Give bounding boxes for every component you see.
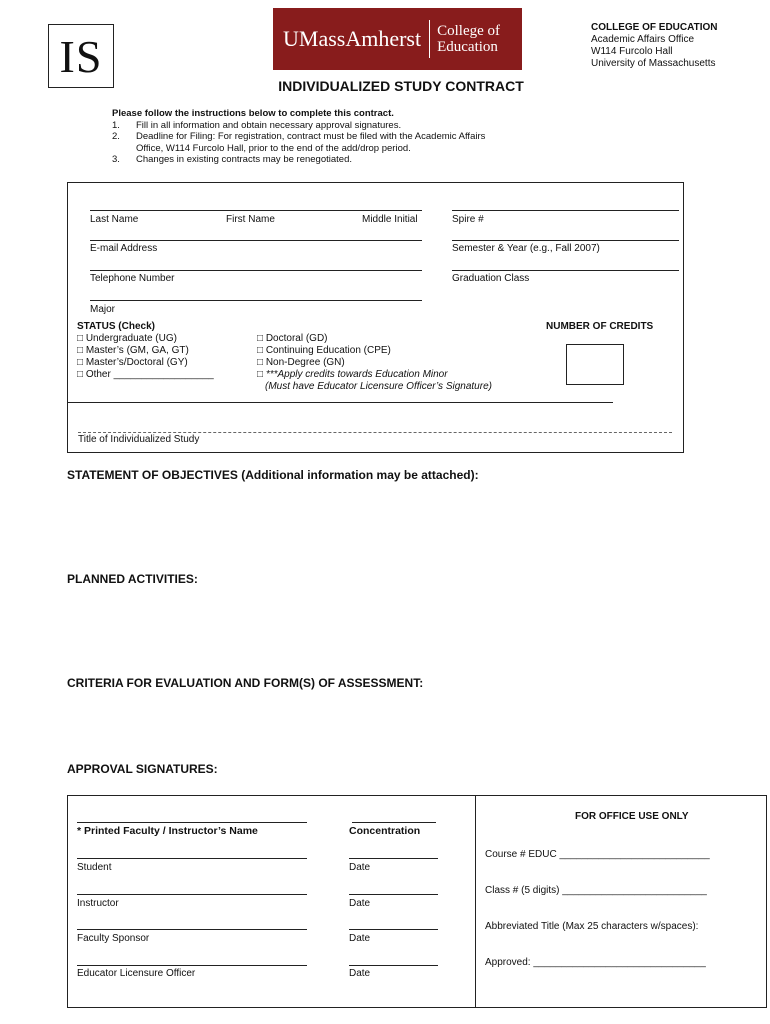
student-date-label: Date — [349, 862, 371, 873]
instruction-item — [112, 131, 485, 143]
is-mark: IS — [48, 24, 114, 88]
status-option-continuing-education[interactable]: □ Continuing Education (CPE) — [257, 345, 391, 356]
address-heading: COLLEGE OF EDUCATION — [591, 22, 718, 33]
instruction-num: 1. — [112, 119, 120, 131]
spire-field-line[interactable] — [452, 210, 679, 211]
college-address — [591, 22, 717, 70]
status-option-non-degree[interactable]: □ Non-Degree (GN) — [257, 357, 345, 368]
credits-input-box[interactable] — [566, 344, 624, 385]
licensure-signature-line[interactable] — [77, 965, 307, 966]
status-option-undergraduate[interactable]: □ Undergraduate (UG) — [77, 333, 177, 344]
abbreviated-title-label: Abbreviated Title (Max 25 characters w/spaces): — [485, 921, 699, 932]
course-number-field[interactable]: Course # EDUC ___________________________ — [485, 849, 710, 860]
graduation-label: Graduation Class — [452, 273, 530, 284]
criteria-heading: CRITERIA FOR EVALUATION AND FORM(S) OF ASSESSMENT: — [67, 676, 424, 690]
address-line3: University of Massachusetts — [591, 58, 716, 69]
major-label: Major — [90, 304, 116, 315]
status-option-doctoral[interactable]: □ Doctoral (GD) — [257, 333, 328, 344]
faculty-sponsor-label: Faculty Sponsor — [77, 933, 150, 944]
name-field-line[interactable] — [90, 210, 422, 211]
semester-label: Semester & Year (e.g., Fall 2007) — [452, 243, 600, 254]
instructor-date-label: Date — [349, 898, 371, 909]
status-option-masters[interactable]: □ Master’s (GM, GA, GT) — [77, 345, 189, 356]
logo-divider — [429, 20, 430, 58]
licensure-officer-label: Educator Licensure Officer — [77, 968, 196, 979]
logo-wordmark: UMassAmherst — [283, 26, 422, 51]
licensure-date-label: Date — [349, 968, 371, 979]
instruction-text: Office, W114 Furcolo Hall, prior to the end of the add/drop period. — [136, 142, 411, 154]
instruction-text: Deadline for Filing: For registration, contract must be filed with the Academic Affairs — [136, 131, 486, 142]
instructor-label: Instructor — [77, 898, 119, 909]
email-field-line[interactable] — [90, 240, 422, 241]
instruction-num: 3. — [112, 154, 120, 165]
instruction-num — [112, 143, 136, 155]
status-option-masters-doctoral[interactable]: □ Master’s/Doctoral (GY) — [77, 357, 188, 368]
instruction-item — [112, 143, 485, 155]
objectives-heading: STATEMENT OF OBJECTIVES (Additional information may be attached): — [67, 468, 479, 482]
licensure-note: (Must have Educator Licensure Officer’s Signature) — [265, 381, 492, 392]
instruction-item — [112, 154, 485, 166]
form-title: INDIVIDUALIZED STUDY CONTRACT — [278, 78, 524, 94]
graduation-field-line[interactable] — [452, 270, 679, 271]
spire-label: Spire # — [452, 214, 484, 225]
address-line1: Academic Affairs Office — [591, 34, 695, 45]
study-title-line[interactable] — [78, 432, 672, 433]
faculty-name-line[interactable] — [77, 822, 307, 823]
licensure-date-line[interactable] — [349, 965, 438, 966]
office-use-heading: FOR OFFICE USE ONLY — [575, 811, 689, 822]
instruction-num: 2. — [112, 131, 120, 142]
status-options-right — [257, 333, 492, 393]
concentration-line[interactable] — [352, 822, 436, 823]
class-number-field[interactable]: Class # (5 digits) __________________________ — [485, 885, 707, 896]
status-divider — [67, 402, 613, 403]
logo-college — [437, 23, 500, 55]
faculty-name-label: * Printed Faculty / Instructor’s Name — [77, 825, 258, 837]
middle-initial-label: Middle Initial — [362, 214, 418, 225]
first-name-label: First Name — [226, 214, 275, 225]
logo-college-line1: College of — [437, 23, 501, 39]
instructor-signature-line[interactable] — [77, 894, 307, 895]
approval-heading: APPROVAL SIGNATURES: — [67, 762, 218, 776]
credits-label: NUMBER OF CREDITS — [546, 321, 654, 332]
status-heading: STATUS (Check) — [77, 321, 155, 332]
sponsor-date-label: Date — [349, 933, 371, 944]
address-line2: W114 Furcolo Hall — [591, 46, 673, 57]
study-title-label: Title of Individualized Study — [78, 434, 200, 445]
approval-divider — [475, 795, 476, 1008]
umass-logo — [273, 8, 522, 70]
logo-college-line2: Education — [437, 39, 498, 55]
sponsor-signature-line[interactable] — [77, 929, 307, 930]
sponsor-date-line[interactable] — [349, 929, 438, 930]
email-label: E-mail Address — [90, 243, 158, 254]
approved-field[interactable]: Approved: _______________________________ — [485, 957, 706, 968]
status-option-other[interactable]: □ Other __________________ — [77, 369, 214, 380]
student-label: Student — [77, 862, 112, 873]
concentration-label: Concentration — [349, 825, 421, 837]
student-date-line[interactable] — [349, 858, 438, 859]
status-options-left — [77, 321, 214, 381]
major-field-line[interactable] — [90, 300, 422, 301]
telephone-label: Telephone Number — [90, 273, 175, 284]
instruction-item — [112, 120, 485, 132]
last-name-label: Last Name — [90, 214, 139, 225]
status-option-education-minor[interactable]: □ ***Apply credits towards Education Minor — [257, 369, 448, 380]
activities-heading: PLANNED ACTIVITIES: — [67, 572, 198, 586]
instructions-heading: Please follow the instructions below to complete this contract. — [112, 108, 394, 119]
instructor-date-line[interactable] — [349, 894, 438, 895]
telephone-field-line[interactable] — [90, 270, 422, 271]
instructions — [112, 108, 485, 166]
student-signature-line[interactable] — [77, 858, 307, 859]
semester-field-line[interactable] — [452, 240, 679, 241]
instruction-text: Fill in all information and obtain necessary approval signatures. — [136, 119, 402, 131]
instruction-text: Changes in existing contracts may be renegotiated. — [136, 154, 352, 165]
